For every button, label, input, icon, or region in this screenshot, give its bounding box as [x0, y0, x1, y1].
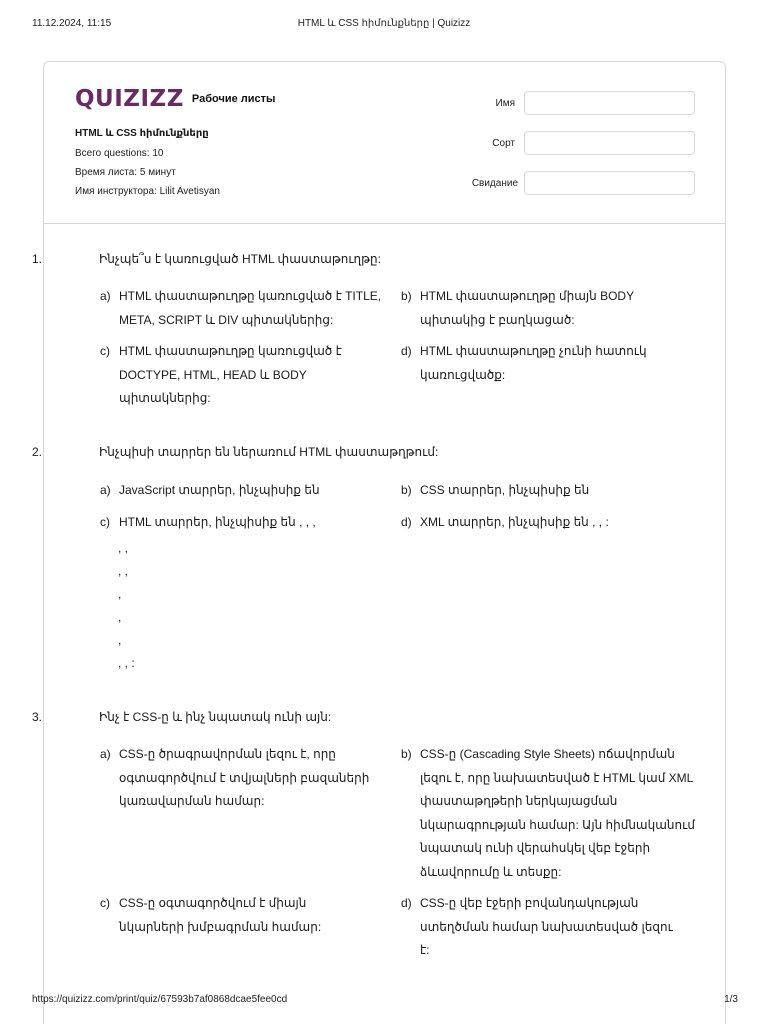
date-label: Свидание: [471, 178, 518, 189]
option-2c-continuation: ,: [118, 587, 122, 601]
option-text: HTML փաստաթուղթը չունի հատուկ կառուցվածք:: [420, 344, 647, 382]
option-letter: b): [401, 747, 412, 761]
option-text: XML տարրեր, ինչպիսիք են , , :: [420, 515, 609, 529]
question-number: 2.: [32, 445, 43, 459]
date-field[interactable]: [524, 171, 695, 195]
option-text: CSS-ը ծրագրավորման լեզու է, որը օգտագործվում է տվյալների բազաների կառավարման համար:: [119, 747, 370, 808]
question-number: 3.: [32, 710, 43, 724]
option-letter: d): [401, 896, 412, 910]
question-text: Ինչ է CSS-ը և ինչ նպատակ ունի այն:: [99, 710, 332, 724]
option-letter: c): [100, 515, 110, 529]
option-2c-continuation: , ,: [118, 564, 129, 578]
option-text: HTML տարրեր, ինչպիսիք են , , ,: [119, 515, 316, 529]
option-letter: c): [100, 896, 110, 910]
class-label: Сорт: [492, 138, 515, 149]
option-text: CSS-ը վեբ էջերի բովանդակության ստեղծման համար նախատեսված լեզու է:: [420, 896, 673, 957]
quiz-title: HTML և CSS հիմունքները: [75, 128, 209, 139]
class-field[interactable]: [524, 131, 695, 155]
option-2c-continuation: , , :: [118, 656, 135, 670]
option-text: JavaScript տարրեր, ինչպիսիք են: [119, 483, 320, 497]
sheet-time: Время листа: 5 минут: [75, 167, 176, 178]
option-2c-continuation: ,: [118, 610, 122, 624]
question-number: 1.: [32, 252, 43, 266]
print-page-title: HTML և CSS հիմունքները | Quizizz: [297, 18, 471, 29]
option-letter: d): [401, 515, 412, 529]
option-letter: c): [100, 344, 110, 358]
instructor-name: Имя инструктора: Lilit Avetisyan: [75, 186, 220, 197]
print-datetime: 11.12.2024, 11:15: [32, 18, 112, 29]
total-questions: Всего questions: 10: [75, 148, 164, 159]
worksheet-header: [44, 62, 725, 224]
logo-wordmark: QUIZIZZ: [75, 86, 184, 112]
option-text: HTML փաստաթուղթը միայն BODY պիտակից է բաղկացած:: [420, 289, 634, 327]
print-header: [0, 18, 768, 34]
name-label: Имя: [495, 98, 515, 109]
option-letter: a): [100, 483, 111, 497]
option-letter: a): [100, 289, 111, 303]
option-text: HTML փաստաթուղթը կառուցված է TITLE, META, SCRIPT և DIV պիտակներից:: [119, 289, 382, 327]
option-2c-continuation: , ,: [118, 541, 129, 555]
page-url: https://quizizz.com/print/quiz/67593b7af0868dcae5fee0cd: [32, 994, 288, 1005]
option-text: CSS տարրեր, ինչպիսիք են: [420, 483, 590, 497]
option-text: HTML փաստաթուղթը կառուցված է DOCTYPE, HTML, HEAD և BODY պիտակներից:: [119, 344, 342, 405]
question-text: Ինչպե՞ս է կառուցված HTML փաստաթուղթը:: [99, 252, 381, 266]
option-text: CSS-ը օգտագործվում է միայն նկարների խմբագրման համար:: [119, 896, 322, 934]
option-letter: a): [100, 747, 111, 761]
question-text: Ինչպիսի տարրեր են ներառում HTML փաստաթղթում:: [99, 445, 439, 459]
option-2c-continuation: ,: [118, 633, 122, 647]
option-letter: d): [401, 344, 412, 358]
option-letter: b): [401, 289, 412, 303]
option-letter: b): [401, 483, 412, 497]
option-text: CSS-ը (Cascading Style Sheets) ոճավորման լեզու է, որը նախատեսված է HTML կամ XML փաստաթղթերի ներկայացման նկարագրության համար: Այն հիմնականում նպատակ ունի վերահսկել վեբ էջերի ձևավորումը և տեսքը:: [420, 747, 695, 879]
name-field[interactable]: [524, 91, 695, 115]
section-label: Рабочие листы: [191, 93, 276, 105]
quizizz-logo: [75, 86, 275, 112]
page-number: 1/3: [724, 994, 738, 1005]
